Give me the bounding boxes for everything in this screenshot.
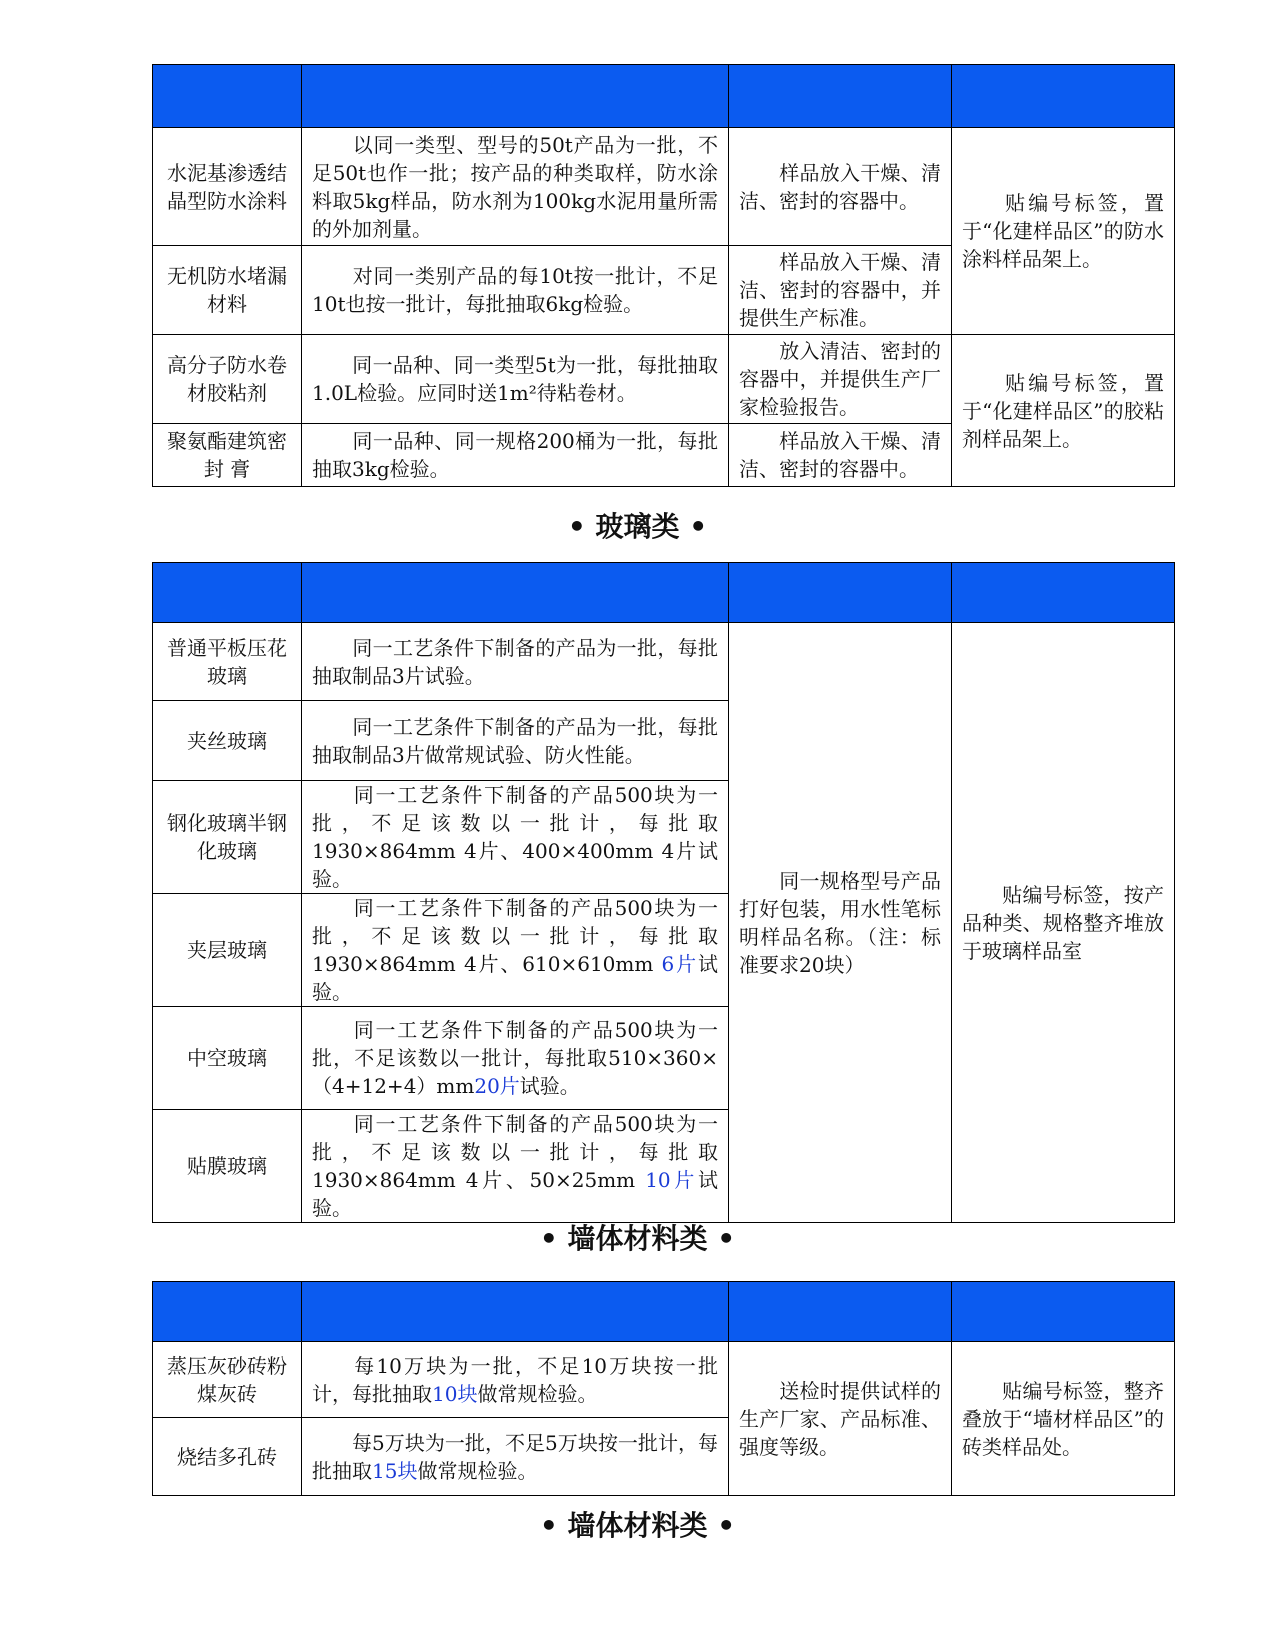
table-row bbox=[153, 1342, 1175, 1418]
header-cell bbox=[302, 563, 729, 623]
highlighted-quantity: 10片 bbox=[645, 1168, 698, 1192]
table-header-row bbox=[153, 65, 1175, 128]
header-cell bbox=[952, 1282, 1175, 1342]
storage-method: 样品放入干燥、清洁、密封的容器中，并提供生产标准。 bbox=[729, 246, 952, 335]
highlighted-quantity: 15块 bbox=[372, 1458, 418, 1483]
sampling-rule: 同一工艺条件下制备的产品500块为一批，不足该数以一批计，每批取1930×864mm 4片、610×610mm 6片试验。 bbox=[302, 894, 729, 1007]
sampling-rule: 同一工艺条件下制备的产品500块为一批，不足该数以一批计，每批取1930×864mm 4片、400×400mm 4片试验。 bbox=[302, 781, 729, 894]
header-cell bbox=[729, 1282, 952, 1342]
section-title-wall-2: • 墙体材料类 • bbox=[539, 1509, 736, 1542]
header-cell bbox=[302, 65, 729, 128]
sampling-rule: 同一工艺条件下制备的产品500块为一批，不足该数以一批计，每批取510×360×（4+12+4）mm20片试验。 bbox=[302, 1007, 729, 1110]
sampling-rule: 同一工艺条件下制备的产品500块为一批，不足该数以一批计，每批取1930×864mm 4片、50×25mm 10片试验。 bbox=[302, 1110, 729, 1223]
wall-material-table bbox=[152, 1281, 1175, 1496]
label-instruction: 贴编号标签，按产品种类、规格整齐堆放于玻璃样品室 bbox=[952, 623, 1175, 1223]
label-instruction: 贴编号标签，整齐叠放于“墙材样品区”的砖类样品处。 bbox=[952, 1342, 1175, 1496]
storage-method: 放入清洁、密封的容器中，并提供生产厂家检验报告。 bbox=[729, 335, 952, 424]
material-name: 中空玻璃 bbox=[153, 1007, 302, 1110]
glass-table bbox=[152, 562, 1175, 1223]
storage-method: 送检时提供试样的生产厂家、产品标准、强度等级。 bbox=[729, 1342, 952, 1496]
sampling-rule: 对同一类别产品的每10t按一批计，不足10t也按一批计，每批抽取6kg检验。 bbox=[302, 246, 729, 335]
material-name: 无机防水堵漏材料 bbox=[153, 246, 302, 335]
sampling-rule: 每10万块为一批，不足10万块按一批计，每批抽取10块做常规检验。 bbox=[302, 1342, 729, 1418]
storage-method: 同一规格型号产品打好包装，用水性笔标明样品名称。（注：标准要求20块） bbox=[729, 623, 952, 1223]
sampling-rule: 每5万块为一批，不足5万块按一批计，每批抽取15块做常规检验。 bbox=[302, 1418, 729, 1496]
header-cell bbox=[952, 65, 1175, 128]
table-row bbox=[153, 335, 1175, 424]
table-header-row bbox=[153, 1282, 1175, 1342]
section-title-glass: • 玻璃类 • bbox=[567, 510, 708, 543]
sampling-rule: 同一工艺条件下制备的产品为一批，每批抽取制品3片做常规试验、防火性能。 bbox=[302, 701, 729, 781]
sampling-rule: 同一品种、同一类型5t为一批，每批抽取1.0L检验。应同时送1m²待粘卷材。 bbox=[302, 335, 729, 424]
material-name: 普通平板压花玻璃 bbox=[153, 623, 302, 701]
table-row bbox=[153, 128, 1175, 246]
table-header-row bbox=[153, 563, 1175, 623]
material-name: 夹层玻璃 bbox=[153, 894, 302, 1007]
highlighted-quantity: 20片 bbox=[474, 1074, 520, 1098]
material-name: 钢化玻璃半钢化玻璃 bbox=[153, 781, 302, 894]
highlighted-quantity: 6片 bbox=[661, 952, 698, 976]
material-name: 聚氨酯建筑密 封 膏 bbox=[153, 424, 302, 487]
section-title-wall: • 墙体材料类 • bbox=[539, 1222, 736, 1255]
material-name: 贴膜玻璃 bbox=[153, 1110, 302, 1223]
header-cell bbox=[952, 563, 1175, 623]
material-name: 蒸压灰砂砖粉煤灰砖 bbox=[153, 1342, 302, 1418]
sampling-rule: 同一品种、同一规格200桶为一批，每批抽取3kg检验。 bbox=[302, 424, 729, 487]
sampling-rule: 同一工艺条件下制备的产品为一批，每批抽取制品3片试验。 bbox=[302, 623, 729, 701]
header-cell bbox=[153, 1282, 302, 1342]
material-name: 高分子防水卷材胶粘剂 bbox=[153, 335, 302, 424]
waterproof-table bbox=[152, 64, 1175, 487]
highlighted-quantity: 10块 bbox=[432, 1381, 478, 1406]
header-cell bbox=[302, 1282, 729, 1342]
storage-method: 样品放入干燥、清洁、密封的容器中。 bbox=[729, 424, 952, 487]
header-cell bbox=[729, 65, 952, 128]
sampling-rule: 以同一类型、型号的50t产品为一批，不足50t也作一批；按产品的种类取样，防水涂料取5kg样品，防水剂为100kg水泥用量所需的外加剂量。 bbox=[302, 128, 729, 246]
material-name: 夹丝玻璃 bbox=[153, 701, 302, 781]
material-name: 烧结多孔砖 bbox=[153, 1418, 302, 1496]
header-cell bbox=[153, 65, 302, 128]
label-instruction: 贴编号标签，置于“化建样品区”的防水涂料样品架上。 bbox=[952, 128, 1175, 335]
storage-method: 样品放入干燥、清洁、密封的容器中。 bbox=[729, 128, 952, 246]
header-cell bbox=[729, 563, 952, 623]
material-name: 水泥基渗透结晶型防水涂料 bbox=[153, 128, 302, 246]
label-instruction: 贴编号标签，置于“化建样品区”的胶粘剂样品架上。 bbox=[952, 335, 1175, 487]
table-row bbox=[153, 623, 1175, 701]
header-cell bbox=[153, 563, 302, 623]
